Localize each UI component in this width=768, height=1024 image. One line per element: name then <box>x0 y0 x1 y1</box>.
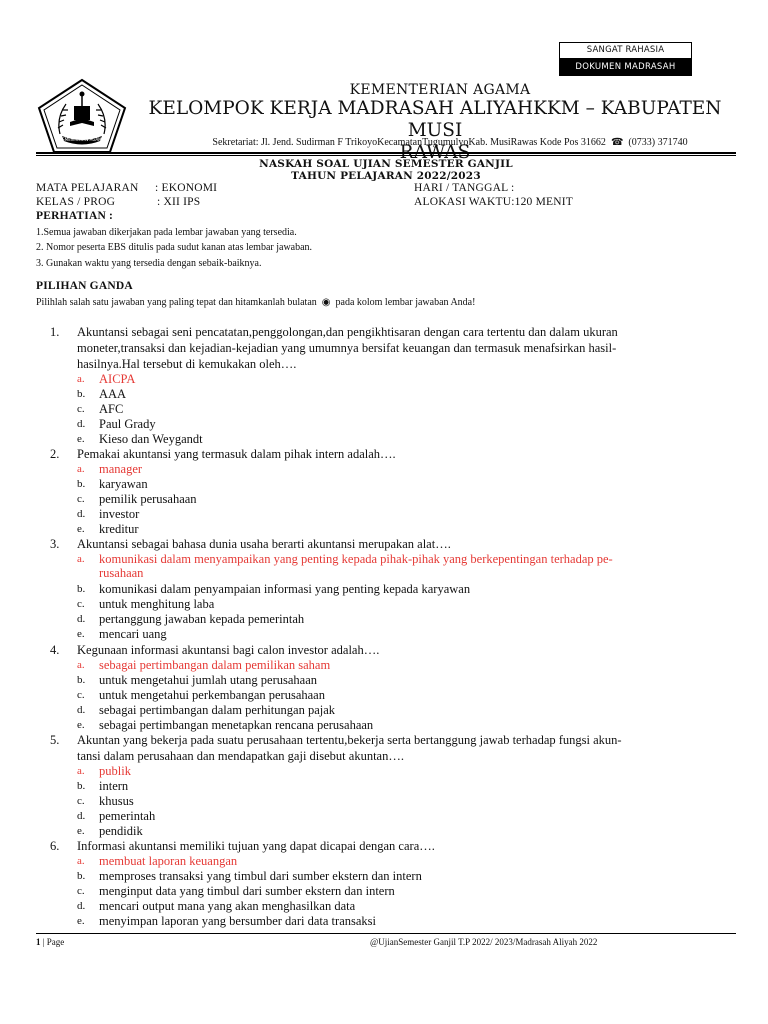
option-text: rusahaan <box>99 566 144 580</box>
question-number: 4. <box>50 643 60 657</box>
option-text: AICPA <box>99 372 136 386</box>
answer-option <box>77 703 737 717</box>
notice-heading: PERHATIAN : <box>36 210 114 222</box>
option-letter: e. <box>77 825 85 837</box>
answer-option-correct <box>77 854 737 868</box>
secretariat-address <box>150 137 750 148</box>
answer-option <box>77 899 737 913</box>
option-letter: d. <box>77 810 86 822</box>
question-number: 1. <box>50 325 60 339</box>
group-name-line2: RAWAS <box>399 142 471 163</box>
option-text: memproses transaksi yang timbul dari sumber ekstern dan intern <box>99 869 422 883</box>
option-text: khusus <box>99 794 134 808</box>
answer-option <box>77 582 737 596</box>
instruction-text-b: pada kolom lembar jawaban Anda! <box>335 297 476 308</box>
option-letter: a. <box>77 553 85 565</box>
question-line: Pemakai akuntansi yang termasuk dalam pihak intern adalah…. <box>77 447 396 461</box>
question-1 <box>50 324 740 372</box>
answer-option <box>77 824 737 838</box>
option-letter: c. <box>77 598 85 610</box>
option-text: investor <box>99 507 140 521</box>
option-letter: c. <box>77 795 85 807</box>
answer-option <box>77 522 737 536</box>
option-letter: b. <box>77 478 86 490</box>
option-letter: b. <box>77 780 86 792</box>
exam-title: NASKAH SOAL UJIAN SEMESTER GANJIL <box>259 158 513 170</box>
answer-option <box>77 673 737 687</box>
ministry-logo <box>36 78 128 154</box>
option-text: intern <box>99 779 129 793</box>
option-letter: e. <box>77 523 85 535</box>
option-letter: b. <box>77 583 86 595</box>
phone-number: (0733) 371740 <box>628 137 688 148</box>
class-value: : XII IPS <box>157 196 201 208</box>
answer-option <box>77 809 737 823</box>
question-line: Akuntan yang bekerja pada suatu perusahaan tertentu,bekerja serta bertanggung jawab terhadap fungsi akun- <box>77 733 622 747</box>
svg-text:KEMENTERIAN AGAMA: KEMENTERIAN AGAMA <box>59 137 105 142</box>
question-line: Akuntansi sebagai bahasa dunia usaha berarti akuntansi merupakan alat…. <box>77 537 451 551</box>
notice-item: 3. Gunakan waktu yang tersedia dengan sebaik-baiknya. <box>36 258 262 269</box>
option-letter: e. <box>77 433 85 445</box>
question-4 <box>50 642 740 658</box>
answer-option-correct <box>77 552 737 580</box>
option-letter: e. <box>77 719 85 731</box>
question-2 <box>50 446 740 462</box>
option-text: menyimpan laporan yang bersumber dari data transaksi <box>99 914 376 928</box>
option-text: AAA <box>99 387 127 401</box>
question-number: 3. <box>50 537 60 551</box>
option-letter: b. <box>77 388 86 400</box>
instruction-text-a: Pilihlah salah satu jawaban yang paling tepat dan hitamkanlah bulatan <box>36 297 317 308</box>
phone-icon: ☎ <box>608 137 626 148</box>
option-text: kreditur <box>99 522 139 536</box>
question-line: Informasi akuntansi memiliki tujuan yang dapat dicapai dengan cara…. <box>77 839 435 853</box>
question-text <box>77 732 740 764</box>
option-text: komunikasi dalam penyampaian informasi yang penting kepada karyawan <box>99 582 471 596</box>
confidential-stamp <box>559 42 692 76</box>
answer-option <box>77 507 737 521</box>
subject-label: MATA PELAJARAN <box>36 182 139 194</box>
question-line: Kegunaan informasi akuntansi bagi calon investor adalah…. <box>77 643 380 657</box>
answer-option <box>77 914 737 928</box>
answer-option <box>77 402 737 416</box>
answer-option <box>77 477 737 491</box>
option-text: untuk mengetahui perkembangan perusahaan <box>99 688 325 702</box>
question-text <box>77 324 740 372</box>
option-text: Paul Grady <box>99 417 156 431</box>
option-text: sebagai pertimbangan dalam perhitungan pajak <box>99 703 336 717</box>
question-text <box>77 446 740 462</box>
option-letter: c. <box>77 493 85 505</box>
option-letter: c. <box>77 689 85 701</box>
answer-option-correct <box>77 462 737 476</box>
answer-option <box>77 612 737 626</box>
page-indicator <box>36 937 64 947</box>
question-line: moneter,transaksi dan kejadian-kejadian yang umumnya bersifat keuangan dan termasuk menafsirkan hasil- <box>77 341 617 355</box>
group-name-line1: KELOMPOK KERJA MADRASAH ALIYAHKKM – KABUPATEN MUSI <box>148 98 722 141</box>
answer-option <box>77 884 737 898</box>
option-letter: e. <box>77 628 85 640</box>
option-letter: e. <box>77 915 85 927</box>
subject-value: : EKONOMI <box>155 182 218 194</box>
option-text: sebagai pertimbangan dalam pemilikan saham <box>99 658 331 672</box>
question-5 <box>50 732 740 764</box>
option-text: sebagai pertimbangan menetapkan rencana perusahaan <box>99 718 374 732</box>
page-number: 1 <box>36 937 41 947</box>
option-letter: d. <box>77 418 86 430</box>
option-text: untuk mengetahui jumlah utang perusahaan <box>99 673 317 687</box>
answer-option <box>77 869 737 883</box>
answer-option <box>77 627 737 641</box>
option-text: komunikasi dalam menyampaikan yang penting kepada pihak-pihak yang berkepentingan terhadap pe- <box>99 552 613 566</box>
answer-option <box>77 597 737 611</box>
option-text: pendidik <box>99 824 143 838</box>
day-label: HARI / TANGGAL : <box>414 182 515 194</box>
answer-option <box>77 492 737 506</box>
question-text <box>77 536 740 552</box>
answer-option <box>77 794 737 808</box>
class-label: KELAS / PROG <box>36 196 116 208</box>
answer-option-correct <box>77 658 737 672</box>
option-text: publik <box>99 764 131 778</box>
option-text: mencari uang <box>99 627 167 641</box>
notice-item: 2. Nomor peserta EBS ditulis pada sudut kanan atas lembar jawaban. <box>36 242 313 253</box>
header-rule-thin <box>36 155 736 156</box>
stamp-bottom-label: DOKUMEN MADRASAH <box>559 59 692 76</box>
question-text <box>77 642 740 658</box>
question-line: Akuntansi sebagai seni pencatatan,penggolongan,dan pengikhtisaran dengan cara tertentu dan dalam ukuran <box>77 325 618 339</box>
option-text: membuat laporan keuangan <box>99 854 238 868</box>
footer-note: @UjianSemester Ganjil T.P 2022/ 2023/Madrasah Aliyah 2022 <box>370 937 598 947</box>
question-line: hasilnya.Hal tersebut di kemukakan oleh…. <box>77 357 297 371</box>
option-letter: a. <box>77 463 85 475</box>
option-text: pemilik perusahaan <box>99 492 197 506</box>
exam-year: TAHUN PELAJARAN 2022/2023 <box>291 170 481 182</box>
header-rule <box>36 152 736 154</box>
time-label: ALOKASI WAKTU:120 MENIT <box>414 196 573 208</box>
answer-option <box>77 387 737 401</box>
option-letter: d. <box>77 704 86 716</box>
option-text: karyawan <box>99 477 148 491</box>
option-letter: c. <box>77 885 85 897</box>
question-6 <box>50 838 740 854</box>
radio-bullet-icon: ◉ <box>319 297 333 308</box>
option-letter: a. <box>77 855 85 867</box>
question-line: tansi dalam perusahaan dan mendapatkan gaji disebut akuntan…. <box>77 749 404 763</box>
address-text: Sekretariat: Jl. Jend. Sudirman F TrikoyoKecamatanTugumulyoKab. MusiRawas Kode Pos 31662 <box>212 137 606 148</box>
option-text: Kieso dan Weygandt <box>99 432 203 446</box>
answer-option <box>77 779 737 793</box>
answer-option <box>77 417 737 431</box>
answer-option <box>77 718 737 732</box>
question-number: 2. <box>50 447 60 461</box>
option-letter: b. <box>77 870 86 882</box>
section-heading: PILIHAN GANDA <box>36 280 133 292</box>
footer-rule <box>36 933 736 934</box>
option-text: mencari output mana yang akan menghasilkan data <box>99 899 356 913</box>
option-letter: d. <box>77 508 86 520</box>
question-number: 5. <box>50 733 60 747</box>
option-text: AFC <box>99 402 124 416</box>
stamp-top-label: SANGAT RAHASIA <box>559 42 692 59</box>
option-text: untuk menghitung laba <box>99 597 215 611</box>
question-3 <box>50 536 740 552</box>
answer-option <box>77 432 737 446</box>
option-text: pemerintah <box>99 809 156 823</box>
section-instruction <box>36 297 736 308</box>
question-number: 6. <box>50 839 60 853</box>
option-letter: a. <box>77 659 85 671</box>
notice-item: 1.Semua jawaban dikerjakan pada lembar jawaban yang tersedia. <box>36 227 297 238</box>
option-text: pertanggung jawaban kepada pemerintah <box>99 612 305 626</box>
answer-option-correct <box>77 372 737 386</box>
option-letter: a. <box>77 765 85 777</box>
option-letter: d. <box>77 900 86 912</box>
option-text: manager <box>99 462 143 476</box>
option-letter: b. <box>77 674 86 686</box>
option-letter: d. <box>77 613 86 625</box>
ministry-name: KEMENTERIAN AGAMA <box>349 82 531 98</box>
page-label: | Page <box>40 937 65 947</box>
option-text: menginput data yang timbul dari sumber ekstern dan intern <box>99 884 395 898</box>
answer-option-correct <box>77 764 737 778</box>
answer-option <box>77 688 737 702</box>
option-letter: a. <box>77 373 85 385</box>
option-letter: c. <box>77 403 85 415</box>
question-text <box>77 838 740 854</box>
